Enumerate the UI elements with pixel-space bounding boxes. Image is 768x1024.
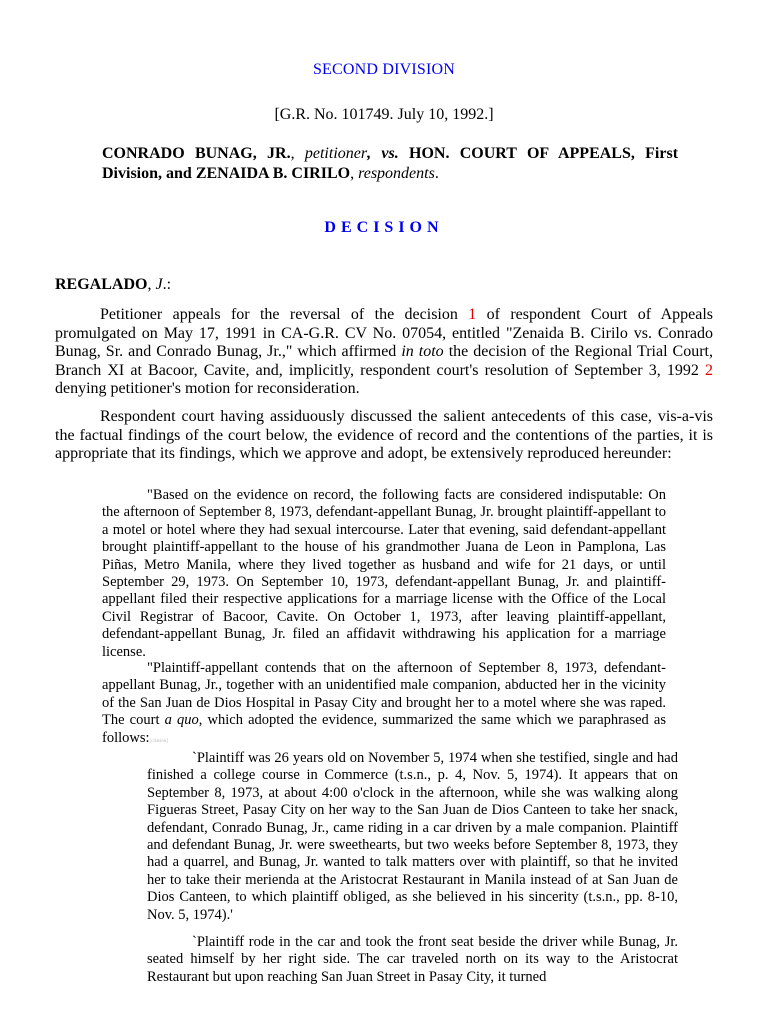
division-heading: SECOND DIVISION [312, 61, 456, 78]
respondent-separator: , [350, 165, 359, 182]
parties-end: . [434, 165, 439, 182]
respondent-role: respondents [358, 165, 435, 182]
quote-italic: a quo [164, 712, 199, 729]
quote-text: "Plaintiff-appellant contends that on the afternoon of September 8, 1973, defendant-appellant Bunag, Jr., together with an unidentified male companion, abducted her in the vicinity of the San Juan de Dios Hospital in Pasay City and brought her to a motel where she was raped. The court [102, 660, 666, 729]
paragraph-text: Petitioner appeals for the reversal of the decision [100, 306, 469, 323]
paragraph-text: the decision of the Regional Trial Court, Branch XI at Bacoor, Cavite, and, implicitly, respondent court's resolution of September 3, 1992 [55, 343, 713, 379]
paragraph-intro [55, 306, 713, 399]
quote-plaintiff-contention [102, 660, 666, 750]
petitioner-role: petitioner [304, 145, 368, 162]
respondent-names: HON. COURT OF APPEALS, First Division, and ZENAIDA B. CIRILO [102, 145, 679, 182]
footnote-link-2[interactable]: 2 [705, 361, 713, 379]
citation-mark: [citation] [149, 738, 168, 744]
quote-plaintiff-testimony: `Plaintiff was 26 years old on November 5, 1974 when she testified, single and had finished a college course in Commerce (t.s.n., p. 4, Nov. 5, 1974). It appears that on September 8, 1973, at about 4:00 o'clock in the afternoon, while she was walking along Figueras Street, Pasay City on her way to the San Juan de Dios Canteen to take her snack, defendant, Conrado Bunag, Jr., came riding in a car driven by a male companion. Plaintiff and defendant Bunag, Jr. were sweethearts, but two weeks before September 8, 1973, they had a quarrel, and Bunag, Jr. wanted to talk matters over with plaintiff, so that he invited her to take their merienda at the Aristocrat Restaurant in Manila instead of at San Juan de Dios Canteen, to which plaintiff obliged, as she believed in his sincerity (t.s.n., pp. 8-10, Nov. 5, 1974).' [147, 750, 678, 923]
quote-text: , which adopted the evidence, summarized the same which we paraphrased as follows: [102, 712, 666, 746]
case-number: [G.R. No. 101749. July 10, 1992.] [274, 106, 494, 123]
ponente-separator: , [147, 276, 156, 293]
versus: , vs. [367, 145, 399, 162]
case-parties [102, 144, 678, 184]
paragraph-text: of respondent Court of Appeals promulgated on May 17, 1991 in CA-G.R. CV No. 07054, entitled "Zenaida B. Cirilo vs. Conrado Bunag, Sr. and Conrado Bunag, Jr.," which affirmed [55, 306, 713, 360]
paragraph-italic: in toto [401, 343, 444, 360]
petitioner-name: CONRADO BUNAG, JR. [102, 145, 291, 162]
paragraph-text: denying petitioner's motion for reconsideration. [55, 380, 360, 397]
quote-indisputable-facts: "Based on the evidence on record, the following facts are considered indisputable: On the afternoon of September 8, 1973, defendant-appellant Bunag, Jr. brought plaintiff-appellant to a motel or hotel where they had sexual intercourse. Later that evening, said defendant-appellant brought plaintiff-appellant to the house of his grandmother Juana de Leon in Pamplona, Las Piñas, Metro Manila, where they lived together as husband and wife for 21 days, or until September 29, 1973. On September 10, 1973, defendant-appellant Bunag, Jr. and plaintiff-appellant filed their respective applications for a marriage license with the Office of the Local Civil Registrar of Bacoor, Cavite. On October 1, 1973, after leaving plaintiff-appellant, defendant-appellant Bunag, Jr. filed an affidavit withdrawing his application for a marriage license. [102, 487, 666, 660]
ponente-title: J [155, 276, 163, 293]
footnote-link-1[interactable]: 1 [468, 306, 477, 323]
decision-heading: DECISION [324, 219, 444, 236]
ponente-end: .: [162, 276, 172, 293]
paragraph-antecedents: Respondent court having assiduously discussed the salient antecedents of this case, vis-a-vis the factual findings of the court below, the evidence of record and the contentions of the parties, it is appropriate that its findings, which we approve and adopt, be extensively reproduced hereunder: [55, 408, 713, 462]
ponente-name: REGALADO [55, 276, 148, 293]
quote-car-ride: `Plaintiff rode in the car and took the front seat beside the driver while Bunag, Jr. seated himself by her right side. The car traveled north on its way to the Aristocrat Restaurant but upon reaching San Juan Street in Pasay City, it turned [147, 934, 678, 985]
petitioner-separator: , [290, 145, 305, 162]
ponente [55, 276, 171, 294]
